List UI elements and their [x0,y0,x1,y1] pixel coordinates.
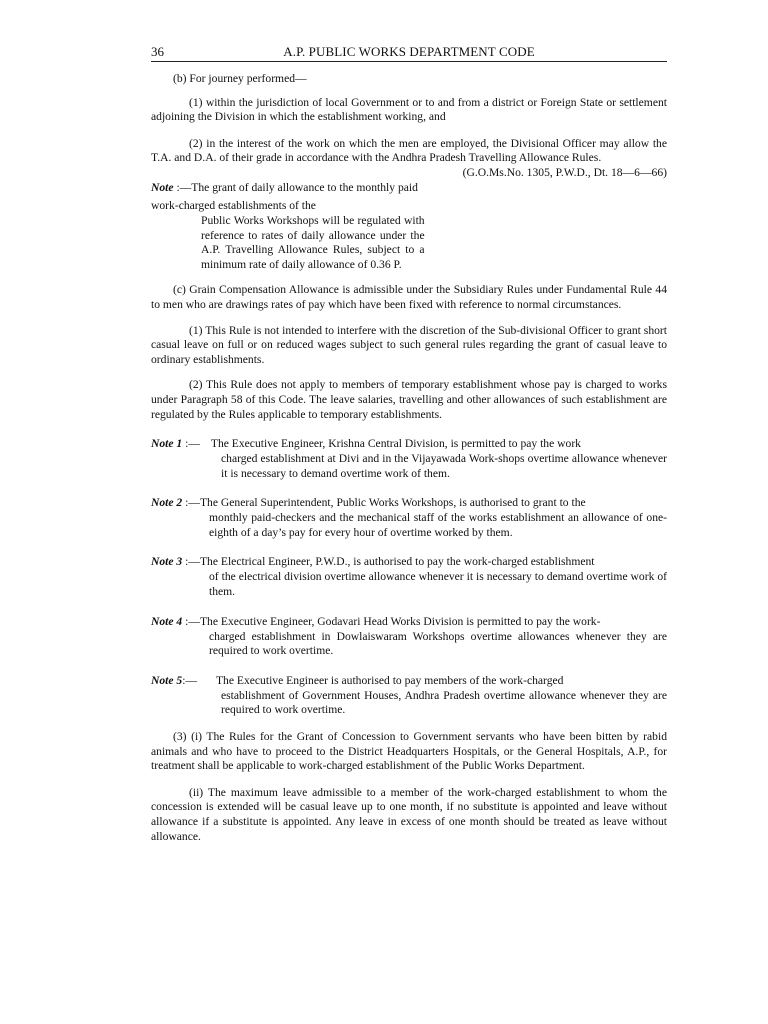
note-2-first-line: The General Superintendent, Public Works Workshops, is authorised to grant to the [199,496,586,510]
paragraph-3-i: (3) (i) The Rules for the Grant of Concession to Government servants who have been bitten by rabid animals and who have to proceed to the District Headquarters Hospitals, or the General Hospitals, A.P., for treatment shall be applicable to work-charged establishment of the Public Works Department. [151,730,667,773]
paragraph-b2 [151,136,667,179]
note-3-first-line: The Electrical Engineer, P.W.D., is authorised to pay the work-charged establishment [199,555,595,569]
note-2-label: Note 2 [151,496,183,510]
paragraph-b1: (1) within the jurisdiction of local Government or to and from a district or Foreign State or settlement adjoining the Division in which the establishment working, and [151,95,667,124]
paragraph-rule-1: (1) This Rule is not intended to interfere with the discretion of the Sub-divisional Officer to grant short casual leave on full or on reduced wages subject to such general rules regarding the grant of casual leave to ordinary establishments. [151,323,667,366]
note-5-label: Note 5 [151,673,183,687]
note-4 [151,612,667,659]
paragraph-c: (c) Grain Compensation Allowance is admissible under the Subsidiary Rules under Fundamental Rule 44 to men who are drawings rates of pay which have been fixed with reference to normal circumstances. [151,283,667,311]
note-label: Note [151,180,174,194]
note-2-separator: :— [182,496,200,510]
note-4-separator: :— [182,614,200,628]
page-header [151,43,667,62]
note-5-continuation: establishment of Government Houses, Andhra Pradesh overtime allowance whenever they are required to work overtime. [221,688,667,717]
note-continuation: Public Works Workshops will be regulated with reference to rates of daily allowance under the A.P. Travelling Allowance Rules, subject to a minimum rate of daily allowance of 0.36 P. [201,213,425,271]
go-reference: (G.O.Ms.No. 1305, P.W.D., Dt. 18—6—66) [462,165,667,179]
note-2 [151,493,667,540]
journey-heading: (b) For journey performed— [173,72,307,85]
note-4-first-line: The Executive Engineer, Godavari Head Works Division is permitted to pay the work- [199,614,601,628]
note-4-continuation: charged establishment in Dowlaiswaram Workshops overtime allowances whenever they are required to work overtime. [209,629,667,658]
note-first-line: The grant of daily allowance to the monthly paid work-charged establishments of the [151,180,418,212]
note-1 [151,434,667,481]
paragraph-b2-text: (2) in the interest of the work on which the men are employed, the Divisional Officer may allow the T.A. and D.A. of their grade in accordance with the Andhra Pradesh Travelling Allowance Rules. [151,136,667,165]
note-2-continuation: monthly paid-checkers and the mechanical staff of the works establishment an allowance of one-eighth of a day’s pay for every hour of overtime worked by them. [209,511,667,539]
paragraph-rule-2: (2) This Rule does not apply to members of temporary establishment whose pay is charged to works under Paragraph 58 of this Code. The leave salaries, travelling and other allowances of such establishment are regulated by the Rules applicable to temporary establishments. [151,378,667,421]
document-page [151,43,667,844]
note-3 [151,552,667,599]
note-5-separator: :— [182,673,200,687]
running-title: A.P. PUBLIC WORKS DEPARTMENT CODE [283,44,535,59]
note-5-first-line: The Executive Engineer is authorised to pay members of the work-charged [215,673,564,687]
note-separator: :— [173,180,192,194]
note-4-label: Note 4 [151,614,183,628]
note-3-continuation: of the electrical division overtime allowance whenever it is necessary to demand overtime work of them. [209,570,667,599]
note-3-label: Note 3 [151,555,183,569]
note-5 [151,671,667,718]
note-1-label: Note 1 [151,437,183,451]
note-1-continuation: charged establishment at Divi and in the Vijayawada Work-shops overtime allowance whenever it is necessary to demand overtime work of them. [221,452,667,480]
note-3-separator: :— [182,555,200,569]
page-number: 36 [151,44,164,59]
note-1-separator: :— [182,437,203,451]
note-1-first-line: The Executive Engineer, Krishna Central Division, is permitted to pay the work [210,437,581,451]
note-grant-daily-allowance [151,178,425,272]
overtime-notes [151,434,667,718]
paragraph-3-ii: (ii) The maximum leave admissible to a member of the work-charged establishment to whom the concession is extended will be casual leave up to one month, if no substitute is appointed and leave without allowance if a substitute is appointed. Any leave in excess of one month should be treated as leave without allowance. [151,785,667,843]
